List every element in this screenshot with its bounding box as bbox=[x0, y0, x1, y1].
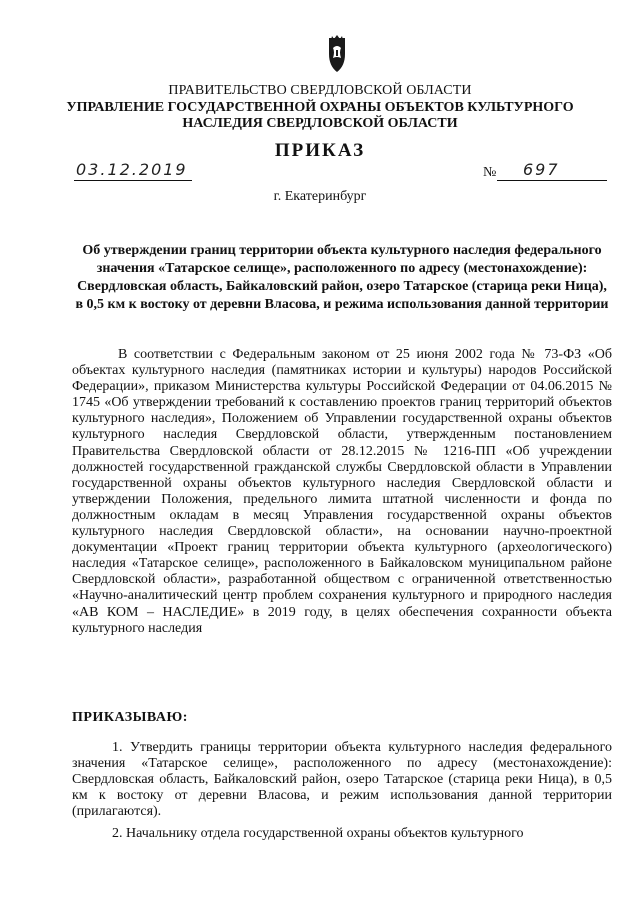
department-name: УПРАВЛЕНИЕ ГОСУДАРСТВЕННОЙ ОХРАНЫ ОБЪЕКТОВ КУЛЬТУРНОГО НАСЛЕДИЯ СВЕРДЛОВСКОЙ ОБЛАСТИ bbox=[66, 100, 574, 131]
order-heading: ПРИКАЗЫВАЮ: bbox=[72, 710, 188, 725]
document-date: 03.12.2019 bbox=[76, 160, 188, 179]
number-label: № bbox=[483, 165, 497, 180]
document-number: 697 bbox=[523, 160, 560, 179]
order-item: 2. Начальнику отдела государственной охраны объектов культурного bbox=[112, 826, 524, 841]
order-item: 1. Утвердить границы территории объекта культурного наследия федерального значения «Татарское селище», расположенного по адресу (местонахождение): Свердловская область, Байкаловский район, озеро Татарское (старица реки Ница), в 0,5 км к востоку от деревни Власова, и режим использования данной территории (прилагаются). bbox=[72, 740, 612, 820]
city: г. Екатеринбург bbox=[273, 189, 367, 204]
coat-of-arms-icon bbox=[326, 34, 348, 74]
order-title: Об утверждении границ территории объекта культурного наследия федерального значения «Татарское селище», расположенного по адресу (местонахождение): Свердловская область, Байкаловский район, озеро Татарское (старица реки Ница), в 0,5 км к востоку от деревни Власова, и режима использования данной территории bbox=[75, 243, 609, 312]
government-name: ПРАВИТЕЛЬСТВО СВЕРДЛОВСКОЙ ОБЛАСТИ bbox=[168, 83, 472, 98]
document-type: ПРИКАЗ bbox=[274, 140, 366, 161]
preamble-paragraph: В соответствии с Федеральным законом от 25 июня 2002 года № 73-ФЗ «Об объектах культурного наследия (памятниках истории и культуры) народов Российской Федерации», приказом Министерства культуры Российской Федерации от 04.06.2015 № 1745 «Об утверждении требований к составлению проектов границ территорий объектов культурного наследия», Положением об Управлении государственной охраны объектов культурного наследия Свердловской области, утвержденным постановлением Правительства Свердловской области от 28.12.2015 № 1216-ПП «Об учреждении должностей государственной гражданской службы Свердловской области в Управлении государственной охраны объектов культурного наследия Свердловской области и утверждении Положения, предельного лимита штатной численности и фонда по должностным окладам в месяц Управления государственной охраны объектов культурного наследия Свердловской области», на основании научно-проектной документации «Проект границ территории объекта культурного (археологического) наследия «Татарское селище», расположенного в Байкаловском муниципальном районе Свердловской области», разработанной обществом с ограниченной ответственностью «Научно-аналитический центр проблем сохранения культурного и природного наследия «АВ КОМ – НАСЛЕДИЕ» в 2019 году, в целях обеспечения сохранности объекта культурного наследия bbox=[72, 347, 612, 636]
